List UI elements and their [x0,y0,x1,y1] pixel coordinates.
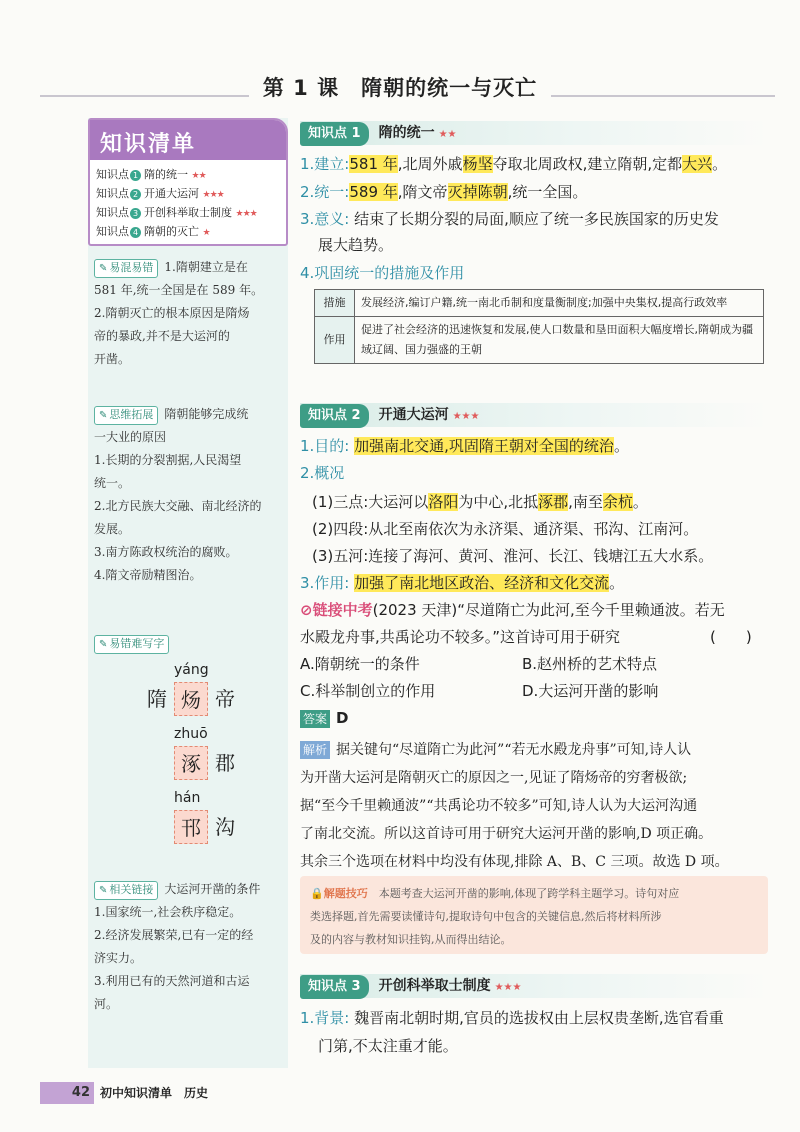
star-rating: ★★★ [452,411,480,422]
kp2-header [300,403,768,427]
tip-label: 🔒解题技巧 [310,887,368,900]
char-highlighted: 涿 [174,746,208,780]
option-c: C.科举制创立的作用 [300,682,436,700]
star-rating: ★★★ [235,209,257,219]
option-d: D.大运河开凿的影响 [522,682,659,700]
knowledge-list-item: 知识点 4 隋朝的灭亡 ★ [96,225,210,238]
kp2-three-points: (1)三点:大运河以洛阳为中心,北抵涿郡,南至余杭。 [312,493,648,511]
answer-bracket: ( ) [710,628,752,646]
kp2-purpose: 1.目的: 加强南北交通,巩固隋王朝对全国的统治。 [300,437,629,455]
exam-answer [300,706,770,731]
char-row [140,790,250,854]
star-rating: ★★★ [494,982,522,993]
star-rating: ★★ [438,129,457,140]
writing-tag: ✎ 易错难写字 [94,635,169,654]
kp1-measures-heading: 4.巩固统一的措施及作用 [300,264,465,282]
exam-question-line2: 水殿龙舟事,共禹论功不较多。”这首诗可用于研究 ( ) [300,625,770,650]
analysis-tag: 解析 [300,741,330,759]
char-highlighted: 邗 [174,810,208,844]
star-rating: ★★ [191,171,206,181]
tag-icon: ✎ [99,639,108,650]
footer-title: 初中知识清单 历史 [100,1086,209,1100]
number-circle-icon: 3 [130,208,141,219]
kp3-tag: 知识点 3 [300,975,369,999]
char-row [140,662,250,726]
pinyin: yáng [174,662,209,678]
pinyin: zhuō [174,726,208,742]
page-number: 42 [40,1082,94,1104]
measures-table [314,289,764,364]
kp2-overview-heading: 2.概况 [300,464,345,482]
kp3-title: 开创科举取士制度 [378,978,491,994]
star-rating: ★★★ [202,190,224,200]
exam-analysis: 解析 据关键句“尽道隋亡为此河”“若无水殿龙舟事”可知,诗人认 为开凿大运河是隋朝灭亡的原因之一,见证了隋炀帝的穷奢极欲; 据“至今千里赖通波”“共禹论功不较多”可知,诗人认为大运河沟通 了南北交流。所以这首诗可用于研究大运河开凿的影响,D 项正确。 其余三个选项在材料中均没有体现,排除 A、B、C 三项。故选 D 项。 [300,742,729,870]
kp2-tag: 知识点 2 [300,404,369,428]
char: 郡 [215,751,235,775]
knowledge-list-item: 知识点 3 开创科举取士制度 ★★★ [96,206,257,219]
kp1-title: 隋的统一 [378,125,435,141]
table-row [315,290,764,317]
link-icon: ✎ [99,885,108,896]
answer-tag: 答案 [300,710,330,728]
table-cell: 促进了社会经济的迅速恢复和发展,使人口数量和垦田面积大幅度增长,隋朝成为疆域辽阔、国力强盛的王朝 [355,317,764,364]
exam-options-row1 [300,652,770,677]
link-icon: ⊘ [300,601,313,619]
lock-icon: 🔒 [310,887,324,900]
pinyin: hán [174,790,201,806]
tag-icon: ✎ [99,410,108,421]
char-highlighted: 炀 [174,682,208,716]
related-tag: ✎ 相关链接 [94,881,158,900]
table-row [315,317,764,364]
option-a: A.隋朝统一的条件 [300,655,420,673]
option-b: B.赵州桥的艺术特点 [522,655,658,673]
star-rating: ★ [202,228,210,238]
knowledge-list-box [88,118,288,246]
kp1-meaning-cont: 展大趋势。 [318,236,394,254]
knowledge-list-heading: 知识清单 [90,120,286,160]
writing-section [94,632,284,655]
kp3-background: 1.背景: 魏晋南北朝时期,官员的选拔权由上层权贵垄断,选官看重 [300,1009,724,1027]
knowledge-list [90,160,286,248]
related-section: ✎ 相关链接 大运河开凿的条件 1.国家统一,社会秩序稳定。 2.经济发展繁荣,已有一定的经 济实力。 3.利用已有的天然河道和古运 河。 [94,882,261,1011]
knowledge-list-item: 知识点 1 隋的统一 ★★ [96,168,206,181]
kp2-four-sections: (2)四段:从北至南依次为永济渠、通济渠、邗沟、江南河。 [312,520,699,538]
tip-box: 🔒解题技巧 本题考查大运河开凿的影响,体现了跨学科主题学习。诗句对应 类选择题,首先需要读懂诗句,提取诗句中包含的关键信息,然后将材料所涉 及的内容与教材知识挂钩,从而得出结论。 [300,876,768,954]
kp3-background-cont: 门第,不太注重才能。 [318,1037,458,1055]
answer-value: D [336,709,349,727]
tag-icon: ✎ [99,263,108,274]
thinking-section: ✎ 思维拓展 隋朝能够完成统 一大业的原因 1.长期的分裂割据,人民渴望 统一。 2.北方民族大交融、南北经济的 发展。 3.南方陈政权统治的腐败。 4.隋文帝励精图治。 [94,407,262,582]
kp1-header [300,121,768,145]
char: 帝 [215,687,235,711]
page-title: 第 1 课 隋朝的统一与灭亡 [0,72,800,102]
kp1-unify: 2.统一:589 年,隋文帝灭掉陈朝,统一全国。 [300,183,588,201]
kp2-effect: 3.作用: 加强了南北地区政治、经济和文化交流。 [300,574,625,592]
char-row [140,726,250,790]
table-header: 作用 [315,317,355,364]
kp3-header [300,974,768,998]
table-header: 措施 [315,290,355,317]
knowledge-list-item: 知识点 2 开通大运河 ★★★ [96,187,224,200]
thinking-tag: ✎ 思维拓展 [94,406,158,425]
hard-characters [140,662,250,854]
kp1-establish: 1.建立:581 年,北周外戚杨坚夺取北周政权,建立隋朝,定都大兴。 [300,155,728,173]
number-circle-icon: 1 [130,170,141,181]
char: 隋 [147,687,167,711]
confuse-section: ✎ 易混易错 1.隋朝建立是在 581 年,统一全国是在 589 年。 2.隋朝灭亡的根本原因是隋炀 帝的暴政,并不是大运河的 开凿。 [94,260,264,366]
kp1-tag: 知识点 1 [300,122,369,146]
exam-question-line1: ⊘链接中考(2023 天津)“尽道隋亡为此河,至今千里赖通波。若无 [300,601,725,619]
number-circle-icon: 2 [130,189,141,200]
number-circle-icon: 4 [130,227,141,238]
kp1-meaning: 3.意义: 结束了长期分裂的局面,顺应了统一多民族国家的历史发 [300,210,719,228]
table-cell: 发展经济,编订户籍,统一南北币制和度量衡制度;加强中央集权,提高行政效率 [355,290,764,317]
exam-options-row2 [300,679,770,704]
confuse-tag: ✎ 易混易错 [94,259,158,278]
kp2-title: 开通大运河 [378,407,449,423]
char: 沟 [215,815,235,839]
kp2-five-rivers: (3)五河:连接了海河、黄河、淮河、长江、钱塘江五大水系。 [312,547,714,565]
